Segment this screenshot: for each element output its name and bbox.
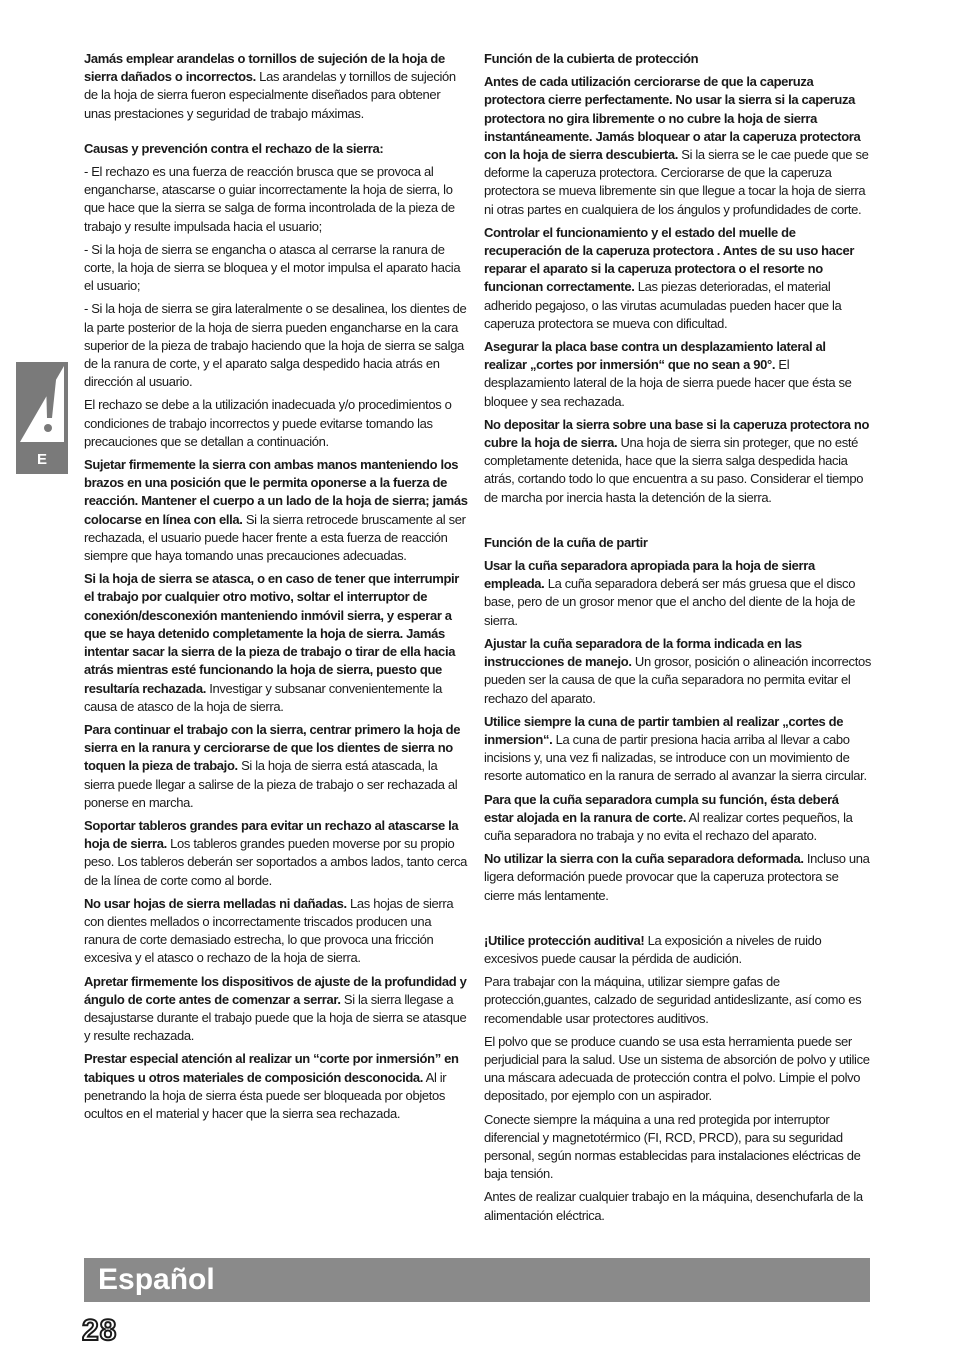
- paragraph: Antes de realizar cualquier trabajo en la máquina, desenchufarla de la alimentación eléctrica.: [484, 1189, 863, 1223]
- paragraph: Si la hoja de sierra se atasca, o en caso de tener que interrumpir el trabajo por cualquier otro motivo, soltar el interruptor de conexión/desconexión manteniendo inmóvil sierra, y esperar a que se haya detenido completamente la hoja de sierra. Jamás intentar sacar la sierra de la pieza de trabajo o tirar de ella hacia atrás mientras esté funcionando la hoja de sierra, puesto que resultaría rechazada. Investigar y subsanar convenientemente la causa de atasco de la hoja de sierra.: [84, 571, 460, 714]
- paragraph: Para que la cuña separadora cumpla su función, ésta deberá estar alojada en la ranura de corte. Al realizar cortes pequeños, la cuña separadora no trabaja y no evita el rechazo del aparato.: [484, 791, 853, 843]
- section-heading-riving-knife: Función de la cuña de partir: [484, 534, 648, 550]
- paragraph: No utilizar la sierra con la cuña separadora deformada. Incluso una ligera deformación puede provocar que la caperuza protectora se cierre más lentamente.: [484, 851, 870, 903]
- paragraph: Conecte siempre la máquina a una red protegida por interruptor diferencial y magnetotérmico (FI, RCD, PRCD), para su seguridad personal, según normas establecidas para instalaciones eléctricas de baja tensión.: [484, 1111, 861, 1182]
- language-footer-bar: [84, 1258, 870, 1302]
- paragraph: Prestar especial atención al realizar un “corte por inmersión” en tabiques u otros materiales de composición desconocida. Al ir penetrando la hoja de sierra ésta puede ser bloqueada por objetos ocultos en el material y hacer que la sierra sea rechazada.: [84, 1051, 459, 1121]
- paragraph: Jamás emplear arandelas o tornillos de sujeción de la hoja de sierra dañados o incorrectos. Las arandelas y tornillos de sujeción de la hoja de sierra fueron especialmente diseñados para obtener unas prestaciones y seguridad de trabajo máximas.: [84, 51, 456, 121]
- paragraph: Asegurar la placa base contra un desplazamiento lateral al realizar „cortes por inmersión“ que no sean a 90°. El desplazamiento lateral de la hoja de sierra puede hacer que ésta se bloquee y sea rechazada.: [484, 339, 852, 409]
- paragraph: Soportar tableros grandes para evitar un rechazo al atascarse la hoja de sierra. Los tableros grandes pueden moverse por su propio peso. Los tableros deberán ser soportados a ambos lados, tanto cerca de la línea de corte como al borde.: [84, 817, 468, 888]
- paragraph: El rechazo se debe a la utilización inadecuada y/o procedimientos o condiciones de trabajo incorrectos y puede evitarse tomando las precauciones que se detallan a continuación.: [84, 397, 452, 449]
- paragraph: - Si la hoja de sierra se engancha o atasca al cerrarse la ranura de corte, la hoja de sierra se bloquea y el motor impulsa el aparato hacia el usuario;: [84, 241, 461, 294]
- paragraph: - El rechazo es una fuerza de reacción brusca que se provoca al engancharse, atascarse o guiar incorrectamente la hoja de sierra, lo que hace que la sierra se salga de forma incontrolada de la pieza de trabajo y resulte impulsada hacia el usuario;: [84, 164, 455, 234]
- left-column: [84, 50, 469, 1128]
- section-heading-guard: Función de la cubierta de protección: [484, 51, 699, 66]
- paragraph: Apretar firmemente los dispositivos de ajuste de la profundidad y ángulo de corte antes de comenzar a serrar. Si la sierra llegase a desajustarse durante el trabajo puede que la hoja de sierra se atasque y resulte rechazada.: [84, 973, 467, 1044]
- paragraph: Sujetar firmemente la sierra con ambas manos manteniendo los brazos en una posición que le permita oponerse a la fuerza de reacción. Mantener el cuerpo a un lado de la hoja de sierra; jamás colocarse en línea con ella. Si la sierra retrocede bruscamente al ser rechazada, el usuario puede hacer frente a esta fuerza de reacción siempre que haya tomando unas precauciones adecuadas.: [84, 457, 468, 564]
- paragraph: Usar la cuña separadora apropiada para la hoja de sierra empleada. La cuña separadora deberá ser más gruesa que el disco base, pero de un grosor menor que el ancho del diente de la hoja de sierra.: [484, 558, 856, 628]
- paragraph: El polvo que se produce cuando se usa esta herramienta puede ser perjudicial para la salud. Use un sistema de absorción de polvo y utilice una máscara adecuada de protección contra el polvo. Limpie el polvo depositado, por ejemplo con un aspirador.: [484, 1033, 870, 1104]
- language-title: Español: [98, 1263, 215, 1296]
- paragraph: No usar hojas de sierra melladas ni dañadas. Las hojas de sierra con dientes mellados o incorrectamente triscados producen una ranura de corte demasiado estrecha, lo que provoca una fricción excesiva y el atasco o rechazo de la hoja de sierra.: [84, 895, 454, 966]
- paragraph: Antes de cada utilización cerciorarse de que la caperuza protectora cierre perfectamente. No usar la sierra si la caperuza protectora no gira libremente o no cubre la hoja de sierra instantáneamente. Jamás bloquear o atar la caperuza protectora con la hoja de sierra descubierta. Si la sierra se le cae puede que se deforme la caperuza protectora. Cerciorarse de que la caperuza protectora se mueva libremente sin que llegue a tocar la hoja de sierra ni otras partes en cualquiera de los ángulos y profundidades de corte.: [484, 74, 869, 217]
- paragraph: ¡Utilice protección auditiva! La exposición a niveles de ruido excesivos puede causar la pérdida de audición.: [484, 932, 822, 966]
- paragraph: Para trabajar con la máquina, utilizar siempre gafas de protección,guantes, calzado de seguridad antideslizante, así como es recomendable usar protectores auditivos.: [484, 974, 862, 1026]
- right-column: [484, 50, 871, 1230]
- paragraph: Ajustar la cuña separadora de la forma indicada en las instrucciones de manejo. Un grosor, posición o alineación incorrectos pueden ser la causa de que la cuña separadora no permita evitar el rechazo del aparato.: [484, 635, 871, 706]
- paragraph: Para continuar el trabajo con la sierra, centrar primero la hoja de sierra en la ranura y cerciorarse de que los dientes de sierra no toquen la pieza de trabajo. Si la hoja de sierra está atascada, la sierra puede llegar a salirse de la pieza de trabajo o ser rechazada al ponerse en marcha.: [84, 721, 461, 810]
- paragraph: - Si la hoja de sierra se gira lateralmente o se desalinea, los dientes de la parte posterior de la hoja de sierra pueden engancharse en la cara superior de la pieza de trabajo haciendo que la hoja de sierra se salga de la ranura de corte, y el aparato salga despedido hacia atrás en dirección al usuario.: [84, 301, 467, 390]
- language-code: E: [36, 451, 47, 468]
- paragraph: Controlar el funcionamiento y el estado del muelle de recuperación de la caperuza protectora . Antes de su uso hacer reparar el aparato si la caperuza protectora o el resorte no funcionan correctamente. Las piezas deterioradas, el material adherido pegajoso, o las virutas acumuladas pueden hacer que la caperuza protectora se mueva con dificultad.: [484, 224, 855, 331]
- warning-sidebar-tab: [16, 362, 68, 474]
- paragraph: No depositar la sierra sobre una base si la caperuza protectora no cubre la hoja de sierra. Una hoja de sierra sin proteger, que no esté completamente detenida, hace que la sierra salga despedida hacia atrás, cortando todo lo que encuentra a su paso. Considerar el tiempo de marcha por inercia hasta la detención de la sierra.: [484, 416, 870, 505]
- paragraph: Utilice siempre la cuna de partir tambien al realizar „cortes de inmersion“. La cuna de partir presiona hacia arriba al llevar a cabo incisions y, una vez fi nalizadas, se introduce con un movimiento de resorte automatico en la ranura de serrado al avanzar la sierra circular.: [484, 713, 867, 784]
- page-number: 28: [82, 1314, 118, 1347]
- section-heading-kickback: Causas y prevención contra el rechazo de la sierra:: [84, 140, 384, 156]
- warning-exclamation-icon: [16, 362, 68, 446]
